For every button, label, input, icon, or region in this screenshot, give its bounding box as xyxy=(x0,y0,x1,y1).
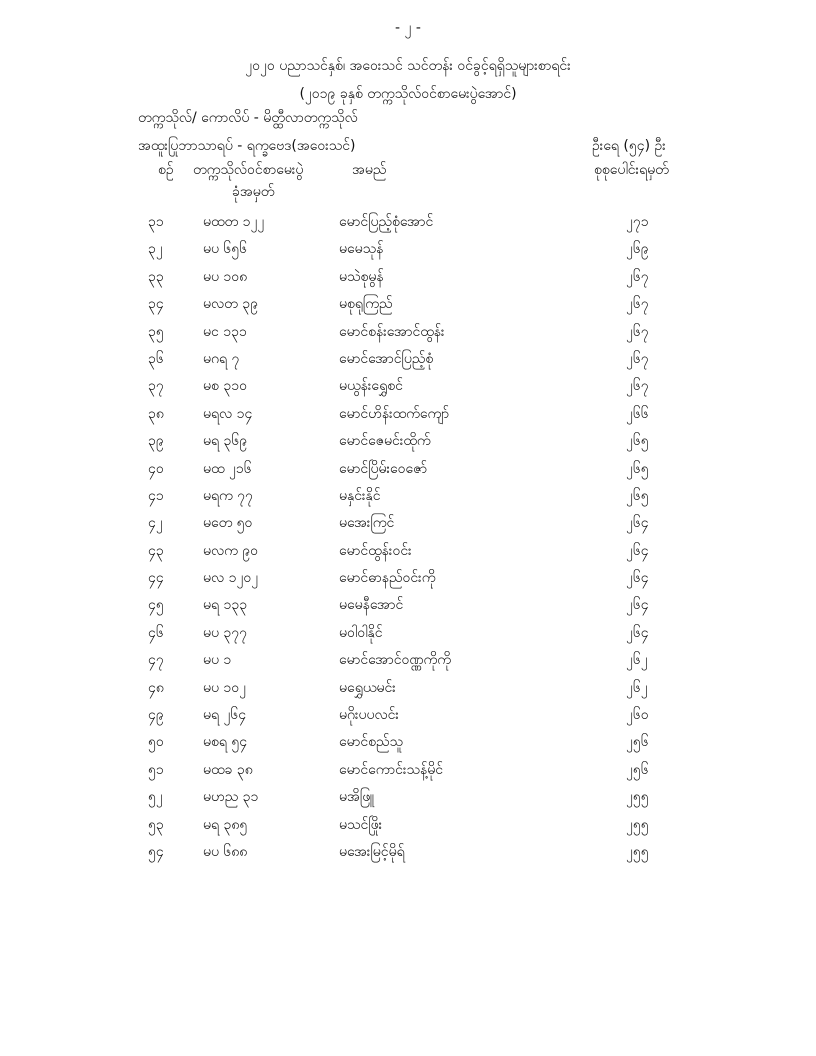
serial-no: ၃၁ xyxy=(148,214,164,230)
total-score: ၂၆၅ xyxy=(626,433,649,450)
student-name: မောင်ပြိမ်းဝေဇော် xyxy=(339,460,428,477)
total-score: ၂၆၄ xyxy=(626,570,649,587)
total-score: ၂၆၂ xyxy=(626,679,648,696)
serial-no: ၅၄ xyxy=(148,843,164,860)
table-row xyxy=(0,267,816,294)
roll-number: မလတ ၃၉ xyxy=(203,296,258,313)
roll-number: မစ ၃၁၀ xyxy=(203,378,247,395)
student-name: မမေသုန် xyxy=(339,241,384,258)
roll-number: မဂရ ၇ xyxy=(203,350,240,367)
student-name: မအေးမြင့်မိုရ် xyxy=(339,843,405,860)
serial-no: ၄၃ xyxy=(148,542,164,559)
table-row xyxy=(0,595,816,622)
page-number: - ၂ - xyxy=(395,20,421,36)
roll-number: မရ ၁၃၃ xyxy=(203,597,248,614)
roll-number: မထခ ၃၈ xyxy=(203,761,253,778)
roll-number: မစရ ၅၄ xyxy=(203,734,248,751)
student-name: မောင်စန်းအောင်ထွန်း xyxy=(339,323,445,340)
table-row xyxy=(0,376,816,403)
student-name: မောင်စည်သူ xyxy=(339,734,404,751)
serial-no: ၅၃ xyxy=(148,816,164,833)
table-row xyxy=(0,212,816,239)
total-score: ၂၆၆ xyxy=(626,405,649,422)
total-score: ၂၆၄ xyxy=(626,597,649,614)
roll-number: မပ ၆၈၈ xyxy=(203,843,248,860)
student-name: မောင်ပြည့်စုံအောင် xyxy=(339,214,434,230)
serial-no: ၄၉ xyxy=(148,707,164,724)
total-score: ၂၆၇ xyxy=(626,268,649,285)
total-score: ၂၆၅ xyxy=(626,460,649,477)
student-name: မောင်ဇေမင်းထိုက် xyxy=(339,433,431,450)
roll-number: မရ ၃၈၅ xyxy=(203,816,248,833)
total-score: ၂၅၅ xyxy=(626,843,649,860)
total-score: ၂၆၄ xyxy=(626,624,649,641)
table-row xyxy=(0,541,816,568)
student-name: မမေနီအောင် xyxy=(339,597,404,614)
serial-no: ၃၆ xyxy=(148,350,164,367)
serial-no: ၃၈ xyxy=(148,405,164,422)
table-row xyxy=(0,459,816,486)
serial-no: ၅၀ xyxy=(148,734,164,751)
roll-number: မရလ ၁၄ xyxy=(203,405,253,422)
major-subject-line: အထူးပြုဘာသာရပ် - ရက္ခဗေဒ(အဝေးသင်) xyxy=(138,138,356,154)
student-name: မသင်ဖြိုး xyxy=(339,816,383,833)
serial-no: ၄၈ xyxy=(148,679,164,696)
total-score: ၂၆၅ xyxy=(626,487,649,504)
total-score: ၂၆၉ xyxy=(626,241,649,258)
roll-number: မပ ၁၀၂ xyxy=(203,679,247,696)
table-row xyxy=(0,787,816,814)
serial-no: ၃၅ xyxy=(148,323,164,340)
total-score: ၂၅၆ xyxy=(626,734,649,751)
total-score: ၂၅၅ xyxy=(626,816,649,833)
serial-no: ၄၅ xyxy=(148,597,164,614)
document-title: ၂၀၂၀ ပညာသင်နှစ်၊ အဝေးသင် သင်တန်း ဝင်ခွင့်ရရှိသူများစာရင်း xyxy=(245,58,571,74)
total-score: ၂၆၂ xyxy=(626,652,648,669)
roll-number: မရ ၂၆၄ xyxy=(203,707,247,724)
total-score: ၂၆၄ xyxy=(626,515,649,532)
student-name: မဝါဝါနိုင် xyxy=(339,624,383,641)
roll-number: မထတ ၁၂၂ xyxy=(203,214,265,230)
student-name: မောင်ဓာနည်ဝင်းကို xyxy=(339,570,436,587)
student-name: မယွန်းရွှေစင် xyxy=(339,378,403,395)
total-score: ၂၆၇ xyxy=(626,296,649,313)
serial-no: ၃၂ xyxy=(148,241,163,258)
table-row xyxy=(0,294,816,321)
roll-number: မရ ၃၆၉ xyxy=(203,433,248,450)
student-name: မရွှေယမင်း xyxy=(339,679,396,696)
total-score: ၂၆၀ xyxy=(626,707,649,724)
table-row xyxy=(0,623,816,650)
serial-no: ၄၀ xyxy=(148,460,164,477)
results-table xyxy=(0,212,816,869)
student-name: မောင်ကောင်းသန့်မိုင် xyxy=(339,761,444,778)
table-row xyxy=(0,349,816,376)
student-name: မအေးကြင် xyxy=(339,515,395,532)
total-count: ဦးရေ (၅၄) ဦး xyxy=(592,138,666,154)
serial-no: ၄၄ xyxy=(148,570,164,587)
serial-no: ၄၁ xyxy=(148,487,164,504)
table-row xyxy=(0,678,816,705)
student-name: မောင်အောင်ဝဏ္ဏကိုကို xyxy=(339,652,451,669)
student-name: မနှင်းနိုင် xyxy=(339,487,381,504)
total-score: ၂၆၇ xyxy=(626,350,649,367)
student-name: မဂိုးပပလင်း xyxy=(339,707,399,724)
total-score: ၂၆၇ xyxy=(626,323,649,340)
roll-number: မဟည ၃၁ xyxy=(203,789,259,806)
serial-no: ၄၇ xyxy=(148,652,164,669)
roll-number: မပ ၃၇၇ xyxy=(203,624,248,641)
table-row xyxy=(0,431,816,458)
serial-no: ၃၇ xyxy=(148,378,164,395)
document-subtitle: (၂၀၁၉ ခုနှစ် တက္ကသိုလ်ဝင်စာမေးပွဲအောင်) xyxy=(299,86,517,102)
serial-no: ၃၉ xyxy=(148,433,164,450)
table-row xyxy=(0,322,816,349)
student-name: မစုရုကြည် xyxy=(339,296,393,313)
roll-number: မလက ၉၀ xyxy=(203,542,259,559)
roll-number: မပ ၆၅၆ xyxy=(203,241,248,258)
header-name: အမည် xyxy=(352,162,387,178)
roll-number: မတေ ၅၀ xyxy=(203,515,253,532)
total-score: ၂၆၇ xyxy=(626,378,649,395)
header-serial-no: စဉ် xyxy=(158,162,174,178)
student-name: မသဲစုမွန် xyxy=(339,268,384,285)
roll-number: မင ၁၃၁ xyxy=(203,323,247,340)
table-row xyxy=(0,732,816,759)
serial-no: ၃၃ xyxy=(148,268,164,285)
roll-number: မပ ၁ xyxy=(203,652,232,669)
table-row xyxy=(0,486,816,513)
roll-number: မပ ၁၀၈ xyxy=(203,268,248,285)
serial-no: ၄၂ xyxy=(148,515,163,532)
total-score: ၂၆၄ xyxy=(626,542,649,559)
table-row xyxy=(0,568,816,595)
table-row xyxy=(0,815,816,842)
student-name: မအိဖြူ xyxy=(339,789,375,806)
student-name: မောင်ဟိန်းထက်ကျော် xyxy=(339,405,450,422)
table-row xyxy=(0,650,816,677)
table-row xyxy=(0,513,816,540)
student-name: မောင်အောင်ပြည့်စုံ xyxy=(339,350,434,367)
table-row xyxy=(0,705,816,732)
table-row xyxy=(0,760,816,787)
header-roll-number: တက္ကသိုလ်ဝင်စာမေးပွဲ xyxy=(193,162,304,178)
serial-no: ၃၄ xyxy=(148,296,164,313)
total-score: ၂၇၁ xyxy=(626,214,649,230)
serial-no: ၅၁ xyxy=(148,761,164,778)
university-line: တက္ကသိုလ်/ ကောလိပ် - မိတ္ထီလာတက္ကသိုလ် xyxy=(138,110,358,126)
table-row xyxy=(0,239,816,266)
total-score: ၂၅၅ xyxy=(626,789,649,806)
header-roll-number-line2: ခုံအမှတ် xyxy=(232,184,275,200)
student-name: မောင်ထွန်းဝင်း xyxy=(339,542,412,559)
roll-number: မလ ၁၂၀၂ xyxy=(203,570,259,587)
table-row xyxy=(0,842,816,869)
roll-number: မထ ၂၁၆ xyxy=(203,460,252,477)
roll-number: မရက ၇၇ xyxy=(203,487,253,504)
serial-no: ၄၆ xyxy=(148,624,164,641)
serial-no: ၅၂ xyxy=(148,789,163,806)
table-row xyxy=(0,404,816,431)
total-score: ၂၅၆ xyxy=(626,761,649,778)
header-total-score: စုစုပေါင်းရမှတ် xyxy=(594,162,669,178)
